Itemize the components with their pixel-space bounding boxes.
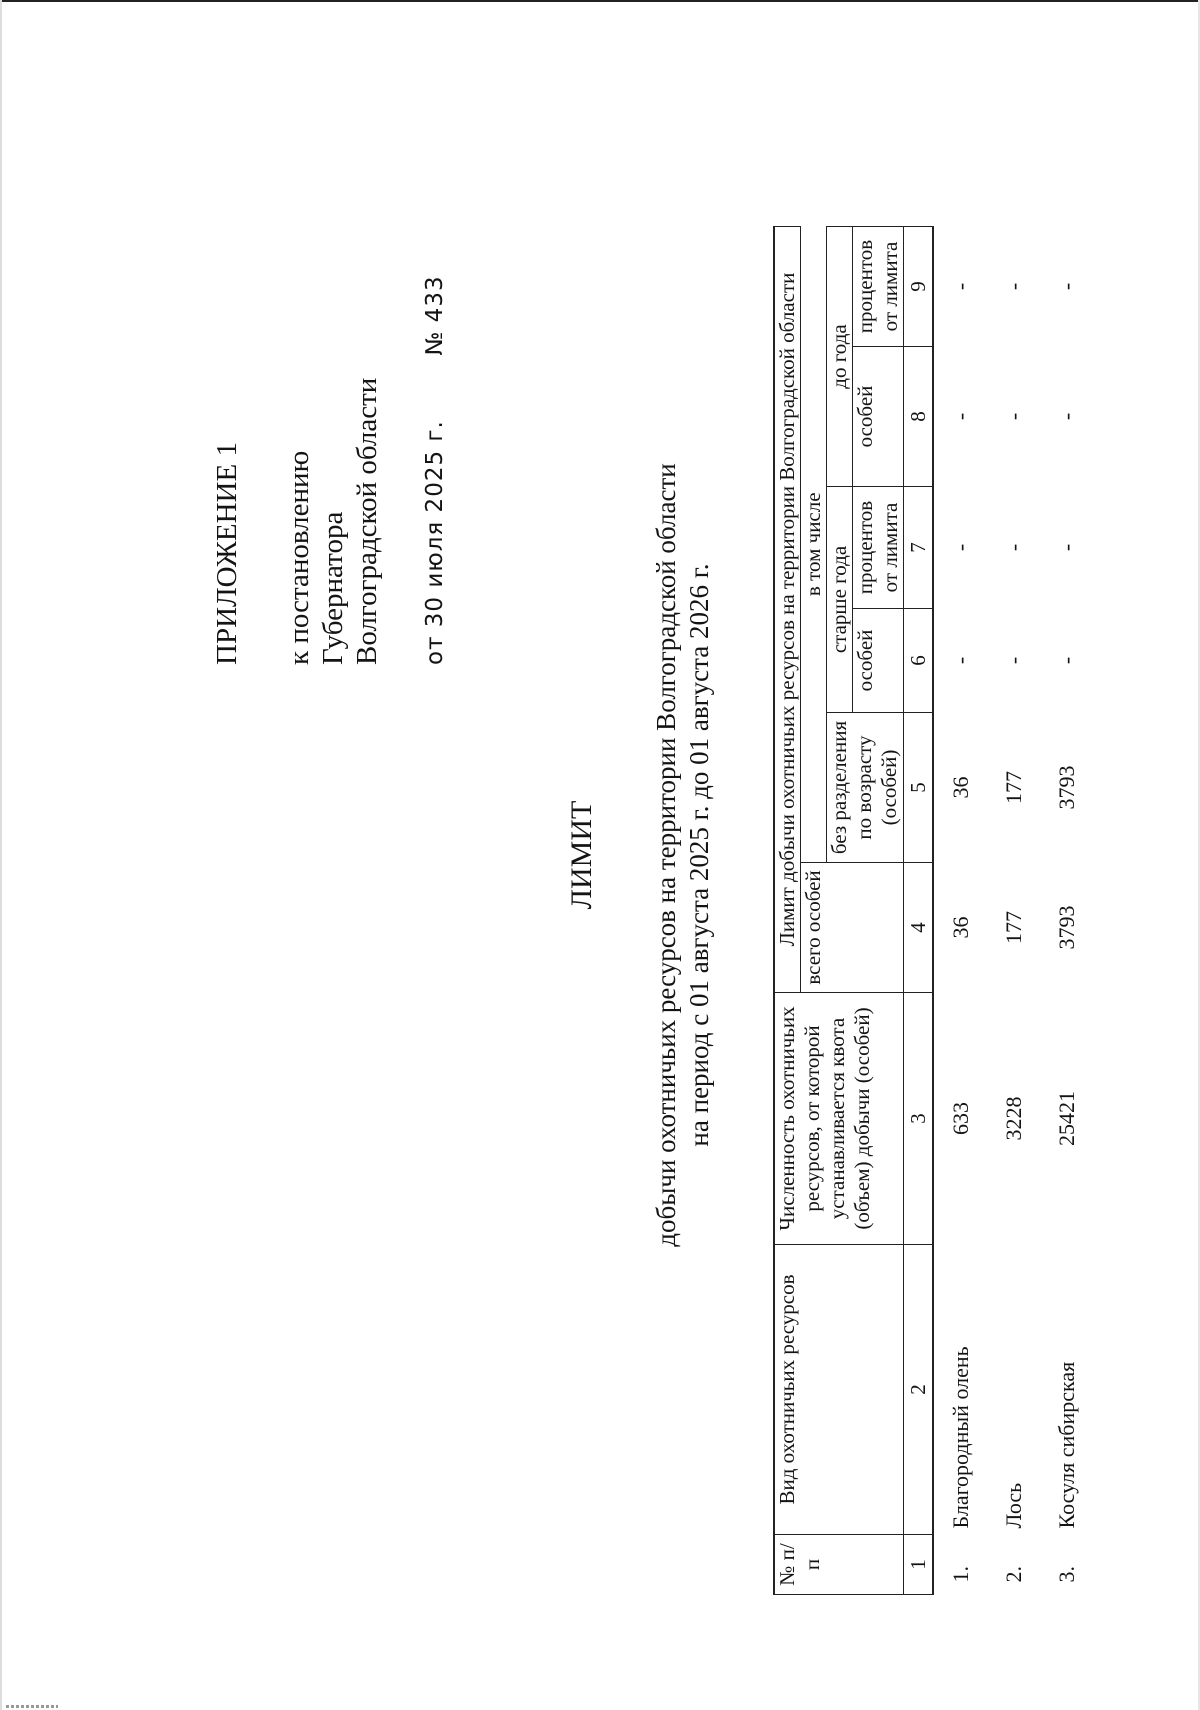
row-no-age: 3793	[1054, 765, 1079, 810]
column-number: 9	[904, 227, 934, 347]
row-older-count: -	[1001, 656, 1026, 665]
header-species: Вид охотничьих ресурсов	[774, 1245, 904, 1535]
header-no-age: без разделения по возрасту (особей)	[827, 713, 904, 863]
row-no-age: 36	[948, 776, 973, 799]
appendix-title: ПРИЛОЖЕНИЕ 1	[211, 442, 243, 665]
row-no-age: 177	[1001, 771, 1026, 804]
row-species: Лось	[1001, 1482, 1026, 1529]
row-total: 177	[1001, 911, 1026, 944]
row-total: 3793	[1054, 905, 1079, 950]
table-row	[987, 227, 1040, 1595]
row-younger-count: -	[1001, 412, 1026, 421]
appendix-line-1: к постановлению	[283, 450, 315, 665]
appendix-block	[210, 275, 452, 665]
row-index: 1.	[948, 1566, 973, 1583]
row-species: Косуля сибирская	[1054, 1361, 1079, 1529]
scan-edge-left	[0, 0, 2, 1710]
header-younger-count: особей	[853, 347, 904, 487]
header-younger-percent: процентов от лимита	[853, 227, 904, 347]
column-number: 1	[904, 1535, 934, 1595]
row-older-percent: -	[1054, 543, 1079, 552]
column-number: 3	[904, 993, 934, 1245]
subtitle-line-2: на период с 01 августа 2025 г. до 01 августа 2026 г.	[684, 563, 714, 1147]
column-number: 5	[904, 713, 934, 863]
decree-number-label: №	[422, 330, 448, 356]
row-older-count: -	[948, 656, 973, 665]
row-younger-percent: -	[948, 282, 973, 291]
row-population: 25421	[1054, 1091, 1079, 1146]
appendix-line-2: Губернатора	[317, 511, 349, 665]
header-total: всего особей	[801, 863, 904, 993]
date-day: 30	[422, 595, 448, 628]
row-population: 3228	[1001, 1096, 1026, 1141]
rotated-document-page	[40, 20, 1160, 1690]
decree-date-line	[418, 275, 452, 665]
table-row	[933, 227, 987, 1595]
column-number: 7	[904, 487, 934, 609]
limit-table	[773, 226, 1093, 1595]
scan-edge-top	[0, 0, 1200, 2]
row-younger-count: -	[1054, 412, 1079, 421]
row-total: 36	[948, 916, 973, 939]
row-younger-percent: -	[1054, 282, 1079, 291]
table-row	[1040, 227, 1093, 1595]
header-including: в том числе	[801, 227, 827, 863]
row-population: 633	[948, 1102, 973, 1135]
row-younger-count: -	[948, 412, 973, 421]
row-species: Благородный олень	[948, 1346, 973, 1529]
header-index: № п/п	[774, 1535, 904, 1595]
row-older-percent: -	[1001, 543, 1026, 552]
header-older-percent: процентов от лимита	[853, 487, 904, 609]
header-younger: до года	[827, 227, 853, 487]
column-number: 8	[904, 347, 934, 487]
header-limit-group: Лимит добычи охотничьих ресурсов на территории Волгоградской области	[774, 227, 801, 993]
date-prefix: от	[422, 635, 448, 665]
column-number: 2	[904, 1245, 934, 1535]
row-younger-percent: -	[1001, 282, 1026, 291]
column-number: 6	[904, 609, 934, 713]
date-year: 2025	[422, 449, 448, 513]
header-older: старше года	[827, 487, 853, 713]
decree-number: 433	[422, 275, 448, 323]
document-title: ЛИМИТ	[565, 800, 598, 910]
row-older-percent: -	[948, 543, 973, 552]
row-index: 3.	[1054, 1566, 1079, 1583]
row-index: 2.	[1001, 1566, 1026, 1583]
date-suffix: г.	[422, 420, 448, 442]
document-subtitle	[650, 20, 716, 1690]
appendix-line-3: Волгоградской области	[351, 377, 383, 665]
row-older-count: -	[1054, 656, 1079, 665]
subtitle-line-1: добычи охотничьих ресурсов на территории Волгоградской области	[651, 463, 681, 1247]
date-month: июля	[422, 520, 448, 588]
column-number: 4	[904, 863, 934, 993]
scan-artifact	[6, 1705, 58, 1708]
header-population: Численность охотничьих ресурсов, от которой устанавливается квота (объем) добычи (особей)	[774, 993, 904, 1245]
header-older-count: особей	[853, 609, 904, 713]
